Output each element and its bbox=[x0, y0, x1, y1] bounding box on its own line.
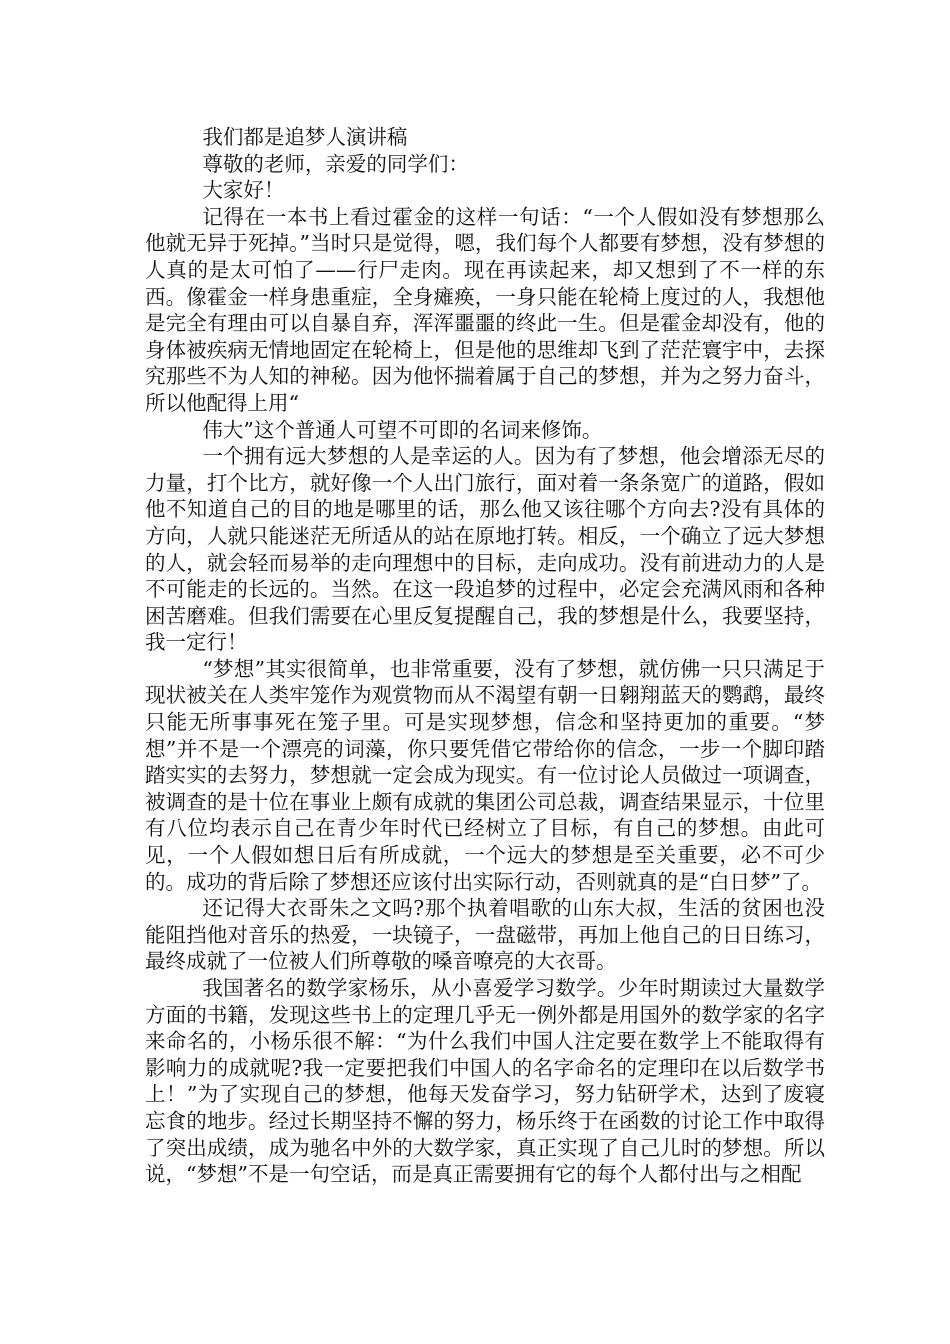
paragraph-zhu-zhiwen: 还记得大衣哥朱之文吗?那个执着唱歌的山东大叔，生活的贫困也没能阻挡他对音乐的热爱，一块镜子，一盘磁带，再加上他自己的日日练习，最终成就了一位被人们所尊敬的嗓音嘹亮的大衣哥。 bbox=[145, 896, 825, 974]
paragraph-hawking: 记得在一本书上看过霍金的这样一句话：“一个人假如没有梦想那么他就无异于死掉。”当时只是觉得，嗯，我们每个人都要有梦想，没有梦想的人真的是太可怕了——行尸走肉。现在再读起来，却又想到了不一样的东西。像霍金一样身患重症，全身瘫痪，一身只能在轮椅上度过的人，我想他是完全有理由可以自暴自弃，浑浑噩噩的终此一生。但是霍金却没有，他的身体被疾病无情地固定在轮椅上，但是他的思维却飞到了茫茫寰宇中，去探究那些不为人知的神秘。因为他怀揣着属于自己的梦想，并为之努力奋斗，所以他配得上用“ bbox=[145, 204, 825, 415]
paragraph-dream-importance: “梦想”其实很简单，也非常重要，没有了梦想，就仿佛一只只满足于现状被关在人类牢笼作为观赏物而从不渴望有朝一日翱翔蓝天的鹦鹉，最终只能无所事事死在笼子里。可是实现梦想，信念和坚持更加的重要。“梦想”并不是一个漂亮的词藻，你只要凭借它带给你的信念，一步一个脚印踏踏实实的去努力，梦想就一定会成为现实。有一位讨论人员做过一项调查，被调查的是十位在事业上颇有成就的集团公司总裁，调查结果显示，十位里有八位均表示自己在青少年时代已经树立了目标，有自己的梦想。由此可见，一个人假如想日后有所成就，一个远大的梦想是至关重要，必不可少的。成功的背后除了梦想还应该付出实际行动，否则就真的是“白日梦”了。 bbox=[145, 656, 825, 894]
document-page bbox=[145, 124, 825, 1188]
salutation: 尊敬的老师，亲爱的同学们： bbox=[202, 151, 469, 176]
document-title: 我们都是追梦人演讲稿 bbox=[202, 125, 408, 149]
paragraph-dream-luck: 一个拥有远大梦想的人是幸运的人。因为有了梦想，他会增添无尽的力量，打个比方，就好像一个人出门旅行，面对着一条条宽广的道路，假如他不知道自己的目的地是哪里的话，那么他又该往哪个方向去?没有具体的方向，人就只能迷茫无所适从的站在原地打转。相反，一个确立了远大梦想的人，就会轻而易举的走向理想中的目标，走向成功。没有前进动力的人是不可能走的长远的。当然。在这一段追梦的过程中，必定会充满风雨和各种困苦磨难。但我们需要在心里反复提醒自己，我的梦想是什么，我要坚持，我一定行！ bbox=[145, 444, 825, 655]
paragraph-yang-le: 我国著名的数学家杨乐，从小喜爱学习数学。少年时期读过大量数学方面的书籍，发现这些书上的定理几乎无一例外都是用国外的数学家的名字来命名的，小杨乐很不解：“为什么我们中国人注定要在数学上不能取得有影响力的成就呢?我一定要把我们中国人的名字命名的定理印在以后数学书上！”为了实现自己的梦想，他每天发奋学习，努力钻研学术，达到了废寝忘食的地步。经过长期坚持不懈的努力，杨乐终于在函数的讨论工作中取得了突出成绩，成为驰名中外的大数学家，真正实现了自己儿时的梦想。所以说，“梦想”不是一句空话，而是真正需要拥有它的每个人都付出与之相配 bbox=[145, 976, 825, 1187]
greeting: 大家好！ bbox=[202, 178, 285, 203]
paragraph-hawking-continued: 伟大”这个普通人可望不可即的名词来修饰。 bbox=[202, 417, 603, 442]
